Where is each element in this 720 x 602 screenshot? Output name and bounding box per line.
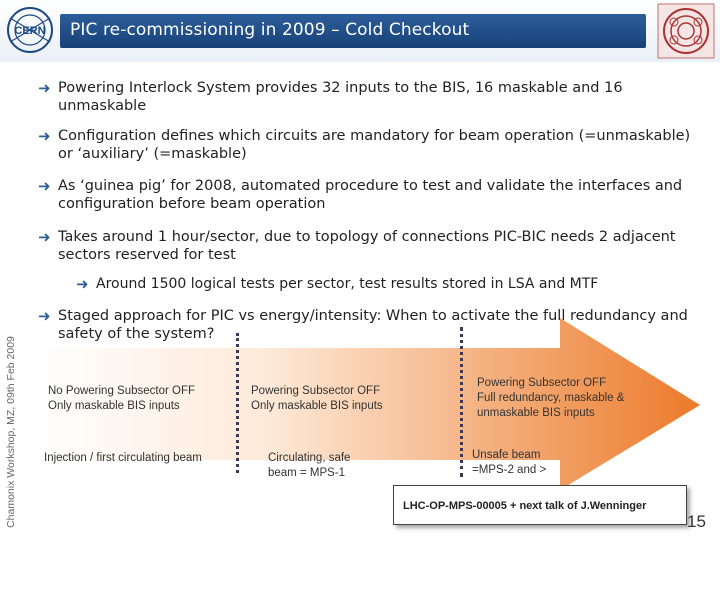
stage-line: Full redundancy, maskable & xyxy=(477,392,625,404)
page-number: 15 xyxy=(687,512,706,531)
stage-3-beam xyxy=(472,448,546,478)
bullet-line: unmaskable xyxy=(58,98,147,114)
arrow-right-icon: ➜ xyxy=(38,307,51,325)
stage-line: =MPS-2 and > xyxy=(472,464,547,476)
stage-line: Only maskable BIS inputs xyxy=(48,400,180,412)
bullet-line: Configuration defines which circuits are mandatory for beam operation (=unmaskable) xyxy=(58,128,691,144)
bullet-line: sectors reserved for test xyxy=(58,247,236,263)
stage-line: Only maskable BIS inputs xyxy=(251,400,383,412)
stage-separator xyxy=(460,327,463,477)
stage-separator xyxy=(236,333,239,473)
arrow-right-icon: ➜ xyxy=(38,127,51,145)
bullet-configuration xyxy=(38,127,691,163)
bullet-pis-inputs xyxy=(38,79,623,115)
bullet-line: Around 1500 logical tests per sector, test results stored in LSA and MTF xyxy=(96,276,599,292)
slide-title: PIC re-commissioning in 2009 – Cold Checkout xyxy=(70,20,470,40)
stage-line: Powering Subsector OFF xyxy=(477,377,607,389)
bullet-line: or ‘auxiliary’ (=maskable) xyxy=(58,146,247,162)
stage-line: unmaskable BIS inputs xyxy=(477,407,595,419)
stage-line: Injection / first circulating beam xyxy=(44,452,202,464)
arrow-right-icon: ➜ xyxy=(38,228,51,246)
stage-1-beam xyxy=(44,451,202,466)
subbullet-logical-tests xyxy=(76,275,599,293)
bullet-line: Takes around 1 hour/sector, due to topology of connections PIC-BIC needs 2 adjacent xyxy=(58,229,676,245)
arrow-right-icon: ➜ xyxy=(38,177,51,195)
arrow-right-icon: ➜ xyxy=(76,275,89,293)
bullet-line: safety of the system? xyxy=(58,326,215,342)
stage-line: No Powering Subsector OFF xyxy=(48,385,196,397)
stage-line: Circulating, safe xyxy=(268,452,351,464)
stage-line: beam = MPS-1 xyxy=(268,467,346,479)
stage-line: Powering Subsector OFF xyxy=(251,385,381,397)
arrow-right-icon: ➜ xyxy=(38,79,51,97)
bullet-guinea-pig xyxy=(38,177,683,213)
stage-line: Unsafe beam xyxy=(472,449,541,461)
bullet-test-duration xyxy=(38,228,676,264)
bullet-line: configuration before beam operation xyxy=(58,196,326,212)
bullet-line: Powering Interlock System provides 32 inputs to the BIS, 16 maskable and 16 xyxy=(58,80,623,96)
stage-3-config xyxy=(477,376,624,421)
cern-logo-text: CERN xyxy=(14,25,46,37)
side-footer-label: Chamonix Workshop, MZ, 09th Feb 2009 xyxy=(5,336,17,528)
bullet-staged-approach xyxy=(38,307,688,343)
reference-text: LHC-OP-MPS-00005 + next talk of J.Wenninger xyxy=(403,500,647,512)
bullet-line: As ‘guinea pig’ for 2008, automated procedure to test and validate the interfaces and xyxy=(58,178,683,194)
stage-2-config xyxy=(251,384,383,414)
stage-1-config xyxy=(48,384,195,414)
stage-2-beam xyxy=(268,451,350,481)
bullet-line: Staged approach for PIC vs energy/intensity: When to activate the full redundancy and xyxy=(58,308,688,324)
